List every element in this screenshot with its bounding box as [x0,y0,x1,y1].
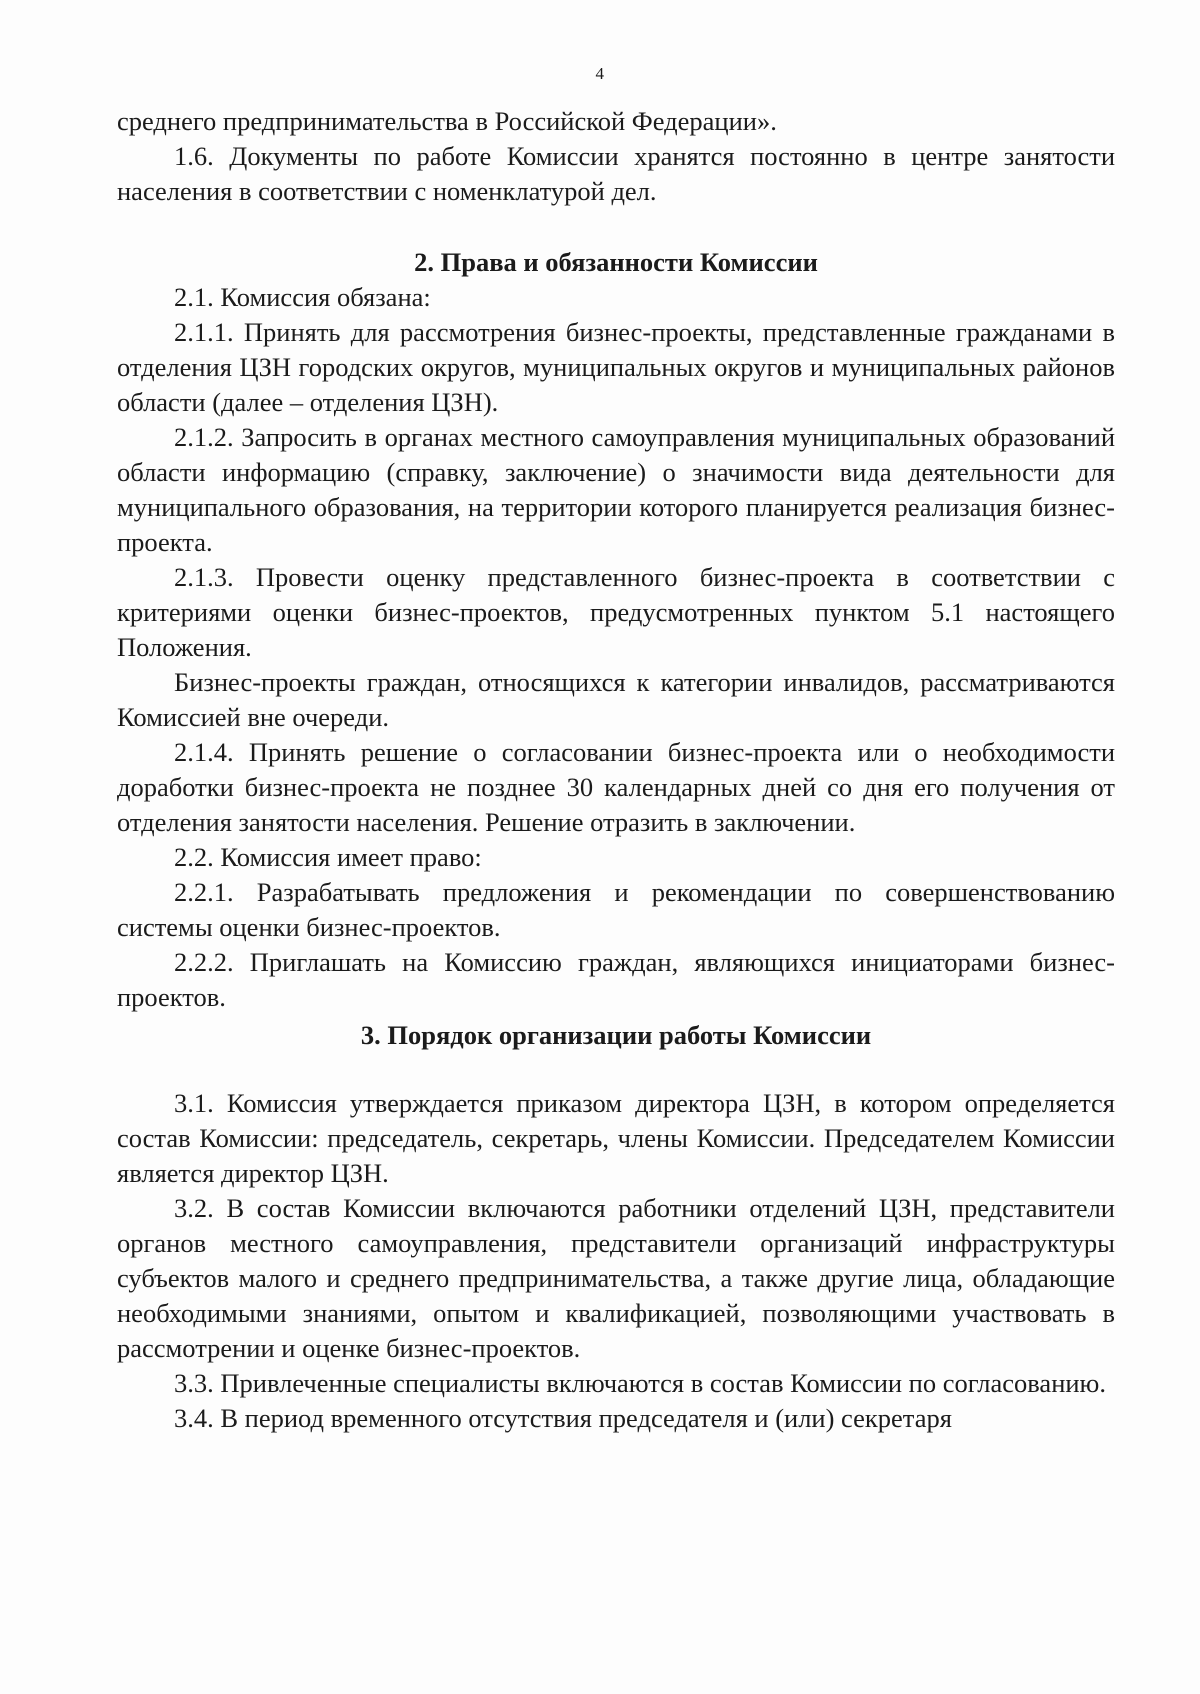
paragraph-2-1-3: 2.1.3. Провести оценку представленного бизнес-проекта в соответствии с критериями оценки бизнес-проектов, предусмотренных пунктом 5.1 настоящего Положения. [117,562,1115,662]
paragraph-3-4: 3.4. В период временного отсутствия председателя и (или) секретаря [174,1403,952,1433]
document-body [117,104,1115,1436]
paragraph-3-2: 3.2. В состав Комиссии включаются работники отделений ЦЗН, представители органов местного самоуправления, представители организаций инфраструктуры субъектов малого и среднего предпринимательства, а также другие лица, обладающие необходимыми знаниями, опытом и квалификацией, позволяющими участвовать в рассмотрении и оценке бизнес-проектов. [117,1193,1115,1363]
paragraph-disabled-priority: Бизнес-проекты граждан, относящихся к категории инвалидов, рассматриваются Комиссией вне очереди. [117,667,1115,732]
paragraph-2-1-2: 2.1.2. Запросить в органах местного самоуправления муниципальных образований области информацию (справку, заключение) о значимости вида деятельности для муниципального образования, на территории которого планируется реализация бизнес-проекта. [117,422,1115,557]
paragraph-2-2: 2.2. Комиссия имеет право: [174,842,482,872]
paragraph-2-1-1: 2.1.1. Принять для рассмотрения бизнес-проекты, представленные гражданами в отделения ЦЗН городских округов, муниципальных округов и муниципальных районов области (далее – отделения ЦЗН). [117,317,1115,417]
section-2-heading: 2. Права и обязанности Комиссии [414,247,818,277]
paragraph-3-1: 3.1. Комиссия утверждается приказом директора ЦЗН, в котором определяется состав Комиссии: председатель, секретарь, члены Комиссии. Председателем Комиссии является директор ЦЗН. [117,1088,1115,1188]
paragraph-2-1-4: 2.1.4. Принять решение о согласовании бизнес-проекта или о необходимости доработки бизнес-проекта не позднее 30 календарных дней со дня его получения от отделения занятости населения. Решение отразить в заключении. [117,737,1115,837]
section-3-heading: 3. Порядок организации работы Комиссии [360,1020,872,1050]
paragraph-3-3: 3.3. Привлеченные специалисты включаются в состав Комиссии по согласованию. [174,1368,1106,1398]
paragraph-1-6: 1.6. Документы по работе Комиссии хранятся постоянно в центре занятости населения в соответствии с номенклатурой дел. [117,141,1115,206]
paragraph-2-2-2: 2.2.2. Приглашать на Комиссию граждан, являющихся инициаторами бизнес-проектов. [117,947,1115,1012]
paragraph-2-1: 2.1. Комиссия обязана: [174,282,431,312]
paragraph-2-2-1: 2.2.1. Разрабатывать предложения и рекомендации по совершенствованию системы оценки бизнес-проектов. [117,877,1115,942]
page-number: 4 [595,64,605,83]
paragraph-continuation: среднего предпринимательства в Российской Федерации». [117,106,777,136]
